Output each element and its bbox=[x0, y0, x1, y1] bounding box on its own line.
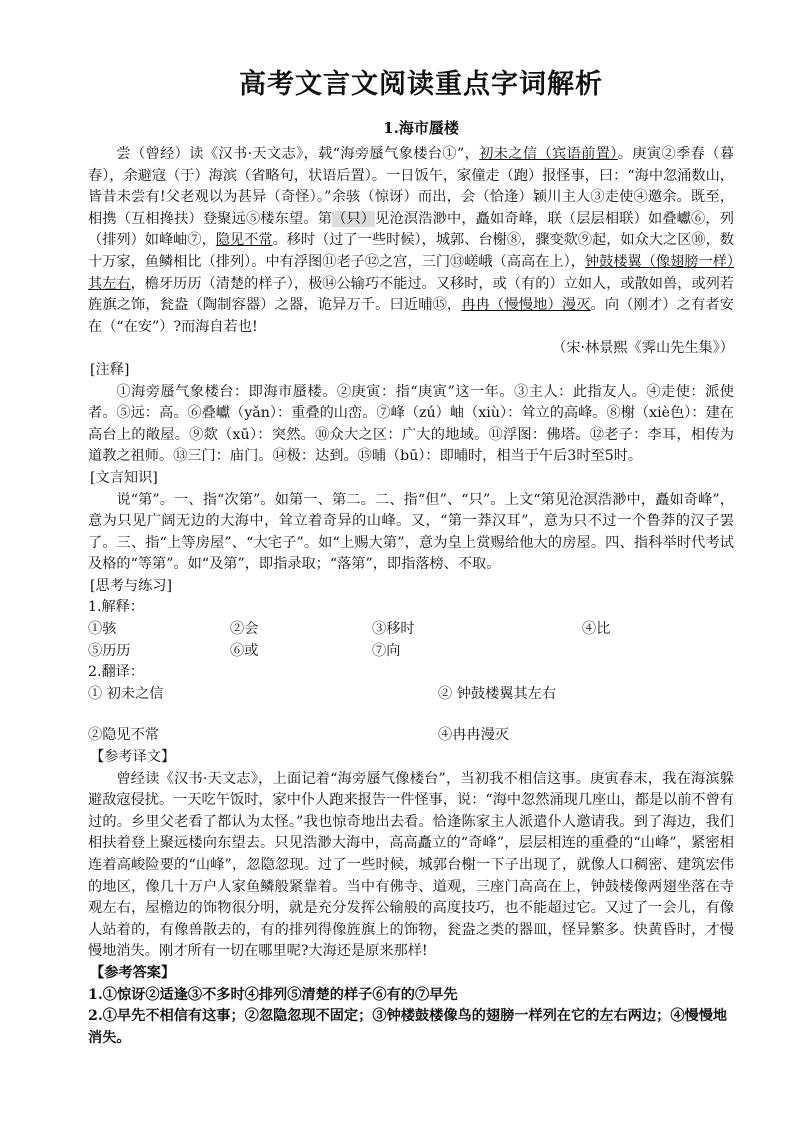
passage-underline-1: 初未之信（宾语前置） bbox=[479, 146, 618, 162]
translation-heading: 【参考译文】 bbox=[90, 749, 176, 766]
question-2-items-row-2 bbox=[88, 725, 734, 747]
q2-item: ② 钟鼓楼翼其左右 bbox=[438, 685, 557, 702]
passage-seg-3: 。庚寅②季春（暮春），余避寇（于）海滨（省略句，状语后置）。一日饭午，家僮走（跑）报怪事，曰：“海中忽涌数山，皆昔未尝有!父老观以为甚异（奇怪）。”余骇（惊讶）而出，会（恰逢）颖川主人③走使④邀余。既至，相携（互相搀扶）登聚远⑤楼东望。第 bbox=[88, 146, 735, 227]
answer-2: 2.①早先不相信有这事；②忽隐忽现不固定；③钟楼鼓楼像鸟的翅膀一样列在它的左右两边；④慢慢地消失。 bbox=[88, 1008, 728, 1046]
q2-item: ②隐见不常 bbox=[88, 727, 159, 744]
notes-text: ①海旁蜃气象楼台：即海市蜃楼。②庚寅：指“庚寅”这一年。③主人：此指友人。④走使：派使者。⑤远：高。⑥叠巘（yǎn）：重叠的山峦。⑦峰（zú）岫（xiù）：耸立的高峰。⑧榭（xiè色）：建在高台上的敞屋。⑨欻（xū）：突然。⑩众大之区：广大的地域。⑪浮图：佛塔。⑫老子：李耳，相传为道教之祖师。⑬三门：庙门。⑭极：达到。⑮晡（bū）：即晡时，相当于午后3时至5时。 bbox=[88, 383, 734, 465]
q1-item: ③移时 bbox=[372, 621, 415, 638]
knowledge-text: 说“第”。一、指“次第”。如第一、第二。二、指“但”、“只”。上文“第见沧溟浩渺中，矗如奇峰”，意为只见广阔无边的大海中，耸立着奇异的山峰。又，“第一莽汉耳”，意为只不过一个鲁莽的汉子罢了。三、指“上等房屋”、“大宅子”。如“上赐大第”，意为皇上赏赐给他大的房屋。四、指科举时代考试及格的“等第”。如“及第”，即指录取；“落第”，即指落榜、不取。 bbox=[88, 491, 734, 573]
passage-underline-2: 隐见不常 bbox=[215, 232, 273, 249]
page-title: 高考文言文阅读重点字词解析 bbox=[239, 69, 603, 100]
question-1-items bbox=[88, 619, 734, 662]
q1-item: ②会 bbox=[230, 621, 259, 638]
answer-heading: 【参考答案】 bbox=[90, 964, 176, 981]
passage-text bbox=[88, 144, 734, 338]
q2-item: ④冉冉漫灭 bbox=[438, 727, 509, 744]
passage-source: （宋·林景熙《霁山先生集》） bbox=[552, 340, 734, 357]
section-title: 1.海市蜃楼 bbox=[383, 119, 459, 137]
q1-item: ①骇 bbox=[88, 621, 117, 638]
question-1-label: 1.解释： bbox=[88, 599, 145, 616]
q1-item: ⑤历历 bbox=[88, 642, 131, 659]
translation-text: 曾经读《汉书·天文志》，上面记着“海旁蜃气像楼台”，当初我不相信这事。庚寅春末，我在海滨躲避敌寇侵扰。一天吃午饭时，家中仆人跑来报告一件怪事，说：“海中忽然涌现几座山，都是以前不曾有过的。乡里父老看了都认为太怪。”我也惊奇地出去看。恰逢陈家主人派遣仆人邀请我。到了海边，我们相扶着登上聚远楼向东望去。只见浩渺大海中，高高矗立的“奇峰”，层层相连的重叠的“山峰”，紧密相连着高峻险要的“山峰”，忽隐忽现。过了一些时候，城郭台榭一下子出现了，就像人口稠密、建筑宏伟的地区，像几十万户人家鱼鳞般紧靠着。当中有佛寺、道观，三座门高高在上，钟鼓楼像两翅坐落在寺观左右，屋檐边的饰物很分明，就是充分发挥公输般的高度技巧，也不能超过它。又过了一会儿，有像人站着的，有像兽散去的，有的排列得像旌旗上的饰物，瓮盎之类的器皿，怪异繁多。快黄昏时，才慢慢地消失。刚才所有一切在哪里呢?大海还是原来那样! bbox=[88, 770, 734, 960]
passage-seg-11: 。向（刚才）之有者安在（“在安”）?而海自若也! bbox=[88, 297, 734, 335]
q2-item: ① 初未之信 bbox=[88, 685, 164, 702]
q1-item: ⑦向 bbox=[372, 642, 401, 659]
q1-item: ④比 bbox=[582, 621, 611, 638]
passage-seg-7: 。移时（过了一些时候），城郭、台榭⑧，骤变欻⑨起，如众大之区⑩，数十万家，鱼鳞相比（排列）。中有浮图⑪老子⑫之宫，三门⑬嵯峨（高高在上）， bbox=[88, 232, 734, 270]
question-2-items-row-1 bbox=[88, 684, 734, 706]
passage-seg-5: 见沧溟浩渺中，矗如奇峰，联（层层相联）如叠巘⑥，列（排列）如峰岫⑦， bbox=[88, 210, 734, 249]
knowledge-heading: [文言知识] bbox=[90, 469, 158, 486]
q1-item: ⑥或 bbox=[230, 642, 259, 659]
passage-seg-1: 尝（曾经）读《汉书·天文志》，载“海旁蜃气象楼台①”， bbox=[116, 146, 480, 162]
notes-heading: [注释] bbox=[90, 361, 130, 378]
answer-1: 1.①惊讶②适逢③不多时④排列⑤清楚的样子⑥有的⑦早先 bbox=[88, 986, 458, 1003]
question-2-label: 2.翻译： bbox=[88, 664, 145, 681]
passage-highlight: （只） bbox=[332, 210, 376, 227]
passage-underline-3: 钟鼓楼翼（像翅膀一样）其左右 bbox=[88, 253, 734, 292]
passage-underline-4: 冉冉（慢慢地）漫灭 bbox=[461, 297, 591, 314]
passage-seg-9: ，檐牙历历（清楚的样子），极⑭公输巧不能过。又移时，或（有的）立如人，或散如兽，或列若旌旗之饰，瓮盎（陶制容器）之器，诡异万千。曰近晡⑮， bbox=[88, 275, 734, 314]
practice-heading: [思考与练习] bbox=[90, 577, 173, 594]
